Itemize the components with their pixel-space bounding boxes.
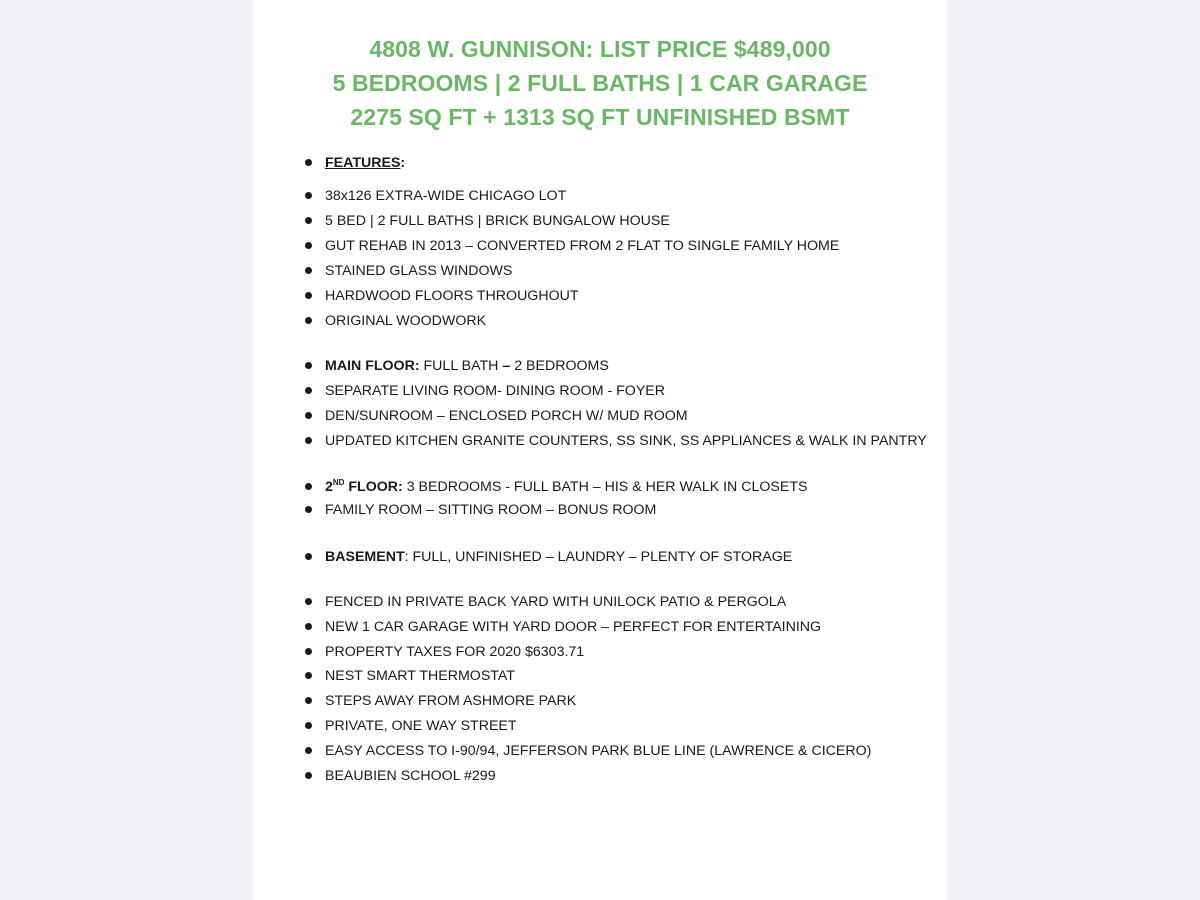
bullet-icon	[305, 672, 312, 679]
bullet-icon	[305, 437, 312, 444]
bullet-icon	[305, 648, 312, 655]
main-floor-item: SEPARATE LIVING ROOM- DINING ROOM - FOYER	[325, 383, 665, 399]
bullet-icon	[305, 242, 312, 249]
feature-item: STAINED GLASS WINDOWS	[325, 263, 513, 279]
feature-item: ORIGINAL WOODWORK	[325, 313, 487, 329]
extra-item: FENCED IN PRIVATE BACK YARD WITH UNILOCK PATIO & PERGOLA	[325, 594, 787, 610]
bullet-icon	[305, 292, 312, 299]
bullet-icon	[305, 387, 312, 394]
second-floor-item: FAMILY ROOM – SITTING ROOM – BONUS ROOM	[325, 502, 657, 518]
bullet-icon	[305, 267, 312, 274]
bullet-icon	[305, 217, 312, 224]
bullet-icon	[305, 553, 312, 560]
extra-item: PRIVATE, ONE WAY STREET	[325, 718, 517, 734]
main-floor-item: DEN/SUNROOM – ENCLOSED PORCH W/ MUD ROOM	[325, 408, 688, 424]
features-heading: FEATURES:	[325, 155, 406, 171]
extra-item: EASY ACCESS TO I-90/94, JEFFERSON PARK BLUE LINE (LAWRENCE & CICERO)	[325, 743, 872, 759]
feature-item: 38x126 EXTRA-WIDE CHICAGO LOT	[325, 188, 567, 204]
bullet-icon	[305, 159, 312, 166]
bullet-icon	[305, 623, 312, 630]
bullet-icon	[305, 598, 312, 605]
main-floor-item: UPDATED KITCHEN GRANITE COUNTERS, SS SINK, SS APPLIANCES & WALK IN PANTRY	[325, 433, 927, 449]
extra-item: PROPERTY TAXES FOR 2020 $6303.71	[325, 644, 585, 660]
listing-square-footage: 2275 SQ FT + 1313 SQ FT UNFINISHED BSMT	[350, 104, 850, 130]
bullet-icon	[305, 722, 312, 729]
bullet-icon	[305, 362, 312, 369]
listing-title: 4808 W. GUNNISON: LIST PRICE $489,000	[369, 36, 831, 62]
listing-summary: 5 BEDROOMS | 2 FULL BATHS | 1 CAR GARAGE	[332, 70, 868, 96]
document-page	[253, 0, 947, 900]
bullet-icon	[305, 506, 312, 513]
second-floor-heading: 2ND FLOOR: 3 BEDROOMS - FULL BATH – HIS & HER WALK IN CLOSETS	[325, 478, 808, 495]
basement-heading: BASEMENT: FULL, UNFINISHED – LAUNDRY – PLENTY OF STORAGE	[325, 549, 793, 565]
bullet-icon	[305, 192, 312, 199]
bullet-icon	[305, 317, 312, 324]
bullet-icon	[305, 772, 312, 779]
bullet-icon	[305, 697, 312, 704]
extra-item: BEAUBIEN SCHOOL #299	[325, 768, 496, 784]
feature-item: HARDWOOD FLOORS THROUGHOUT	[325, 288, 579, 304]
feature-item: GUT REHAB IN 2013 – CONVERTED FROM 2 FLAT TO SINGLE FAMILY HOME	[325, 238, 840, 254]
bullet-icon	[305, 412, 312, 419]
feature-item: 5 BED | 2 FULL BATHS | BRICK BUNGALOW HOUSE	[325, 213, 670, 229]
bullet-icon	[305, 747, 312, 754]
bullet-icon	[305, 483, 312, 490]
extra-item: STEPS AWAY FROM ASHMORE PARK	[325, 693, 577, 709]
extra-item: NEST SMART THERMOSTAT	[325, 668, 515, 684]
extra-item: NEW 1 CAR GARAGE WITH YARD DOOR – PERFECT FOR ENTERTAINING	[325, 619, 822, 635]
main-floor-heading: MAIN FLOOR: FULL BATH – 2 BEDROOMS	[325, 358, 609, 374]
